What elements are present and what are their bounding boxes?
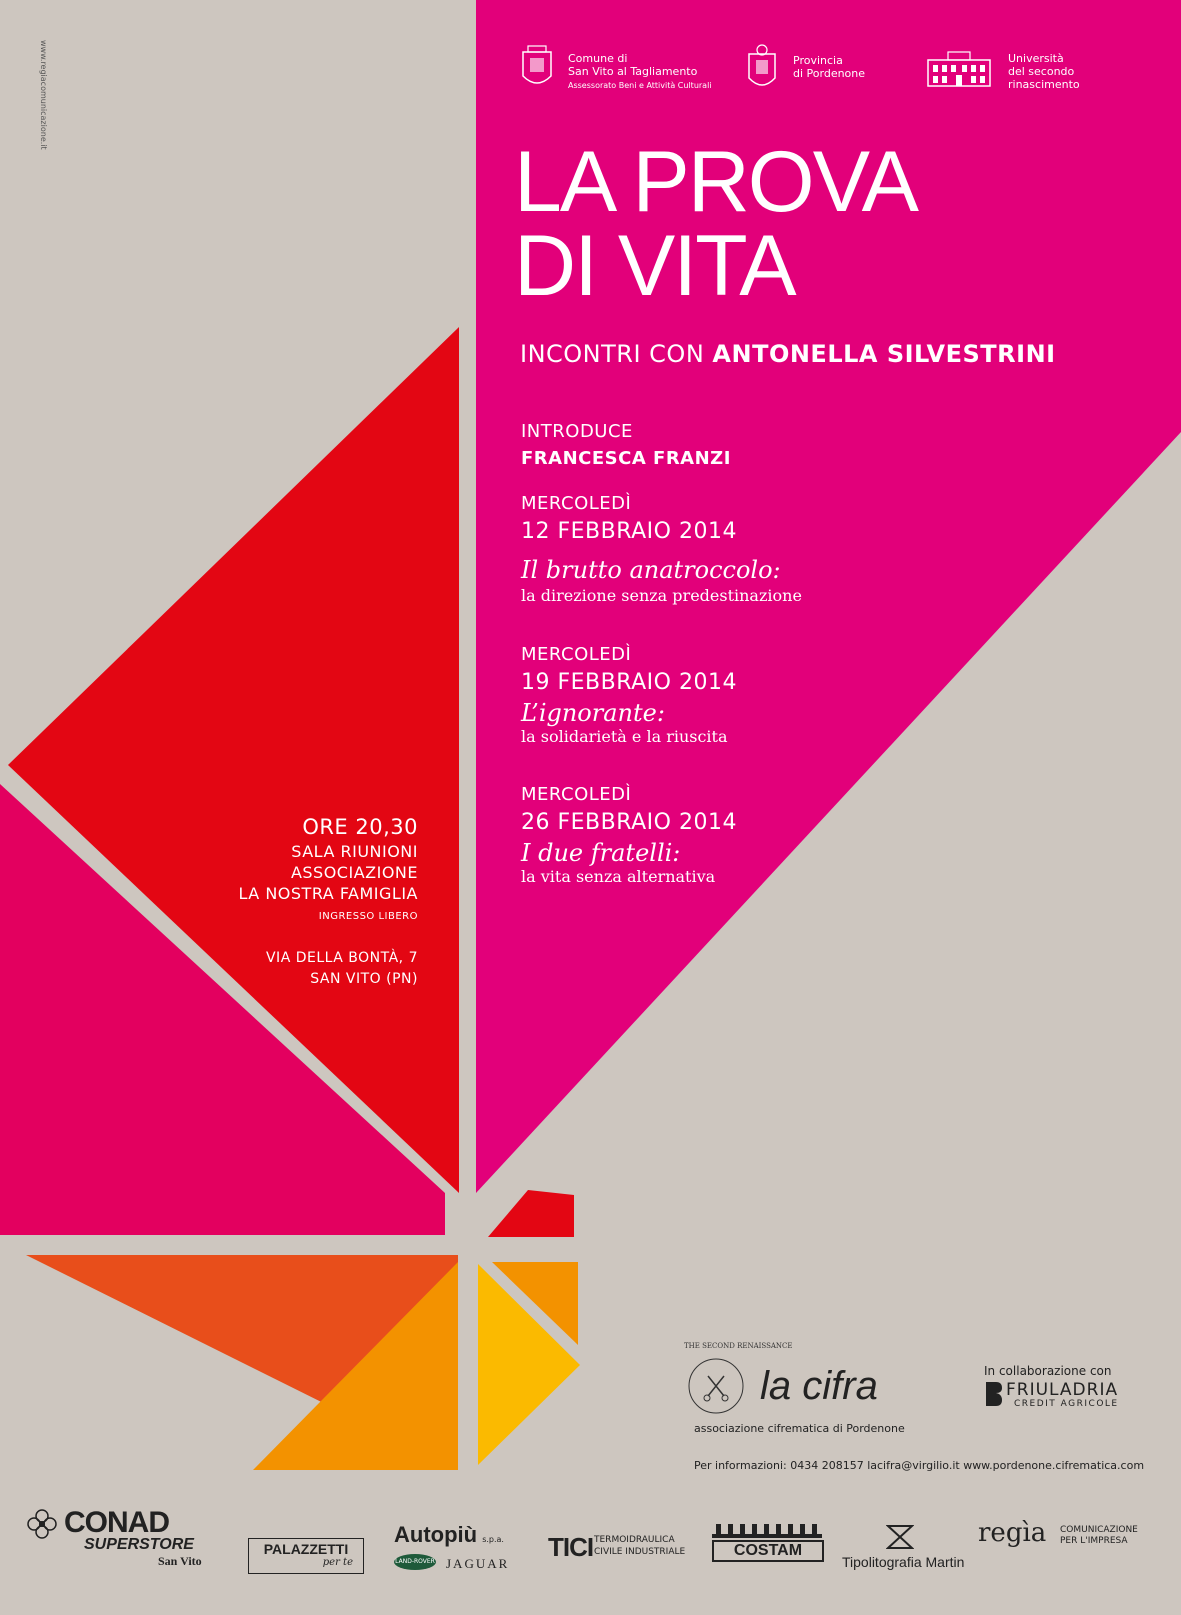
sponsor-conad: CONAD SUPERSTORE San Vito <box>26 1508 226 1568</box>
building-icon <box>926 50 992 88</box>
event-1: MERCOLEDÌ 12 FEBBRAIO 2014 Il brutto anatroccolo: la direzione senza predestinazione <box>521 493 802 605</box>
collaboration-logo: In collaborazione con FRIULADRIA CREDIT AGRICOLE <box>984 1364 1119 1409</box>
sponsor-martin: Tipolitografia Martin <box>842 1524 972 1574</box>
flower-icon <box>26 1508 58 1540</box>
introducer: INTRODUCE FRANCESCA FRANZI <box>521 421 731 469</box>
land-rover-badge: LAND-ROVER <box>394 1554 436 1570</box>
subtitle: INCONTRI CON ANTONELLA SILVESTRINI <box>520 340 1056 368</box>
poster: www.regiacomunicazione.it Comune di San Vito al Tagliamento Assessorato Beni e Attività Culturali Provincia di Pordenone Università del secondo rinascimento LA PROVA DI VITA INCONTRI CON ANTONELLA SILVESTRINI INTRODUCE FRANCESCA FRANZI MERCOLEDÌ 12 FEBBRAIO 2014 Il brutto anatroccolo: la direzione senza predestinazione MERCOLEDÌ 19 FEBBRAIO 2014 L’ignorante: la solidarietà e la riuscita MERCOLEDÌ 26 FEBBRAIO 2014 I due fratelli: la vita senza alternativa ORE 20,30 SALA RIUNIONI ASSOCIAZIONE LA NOSTRA FAMIGLIA INGRESSO LIBERO VIA DELLA BONTÀ, 7 SAN VITO (PN) THE SECOND RENAISSANCE la cifra associazione cifrematica di Pordenone In collaborazione con FRIULADRIA CREDIT AGRICOLE Per informazioni: 0434 208157 lacifra@virgilio.it www.pordenone.cifrematica.com CONAD SUPERSTORE San Vito PALAZZETTI per te Autopiù s.p.a. LAND-ROVER JAGUAR TICI TERMOIDRAULICA CIVILE INDUSTRIALE COSTAM Tipolitografia Martin regìa COMUNICAZIONE PER L'IMPRESA <box>0 0 1181 1615</box>
sponsor-palazzetti: PALAZZETTI per te <box>248 1538 364 1574</box>
page-title: LA PROVA DI VITA <box>514 134 918 314</box>
small-red-triangle <box>488 1190 574 1237</box>
venue-info: ORE 20,30 SALA RIUNIONI ASSOCIAZIONE LA NOSTRA FAMIGLIA INGRESSO LIBERO VIA DELLA BONTÀ, 7 SAN VITO (PN) <box>238 815 418 987</box>
sponsor-regia: regìa COMUNICAZIONE PER L'IMPRESA <box>978 1518 1138 1548</box>
coat-of-arms-icon <box>520 44 554 92</box>
sponsor-autopiu: Autopiù s.p.a. LAND-ROVER JAGUAR <box>394 1522 510 1571</box>
coat-of-arms-icon <box>745 44 779 94</box>
seal-icon <box>686 1356 746 1416</box>
side-credit: www.regiacomunicazione.it <box>39 40 48 150</box>
comb-icon <box>712 1524 822 1538</box>
sponsor-tici: TICI TERMOIDRAULICA CIVILE INDUSTRIALE <box>548 1532 686 1562</box>
event-2: MERCOLEDÌ 19 FEBBRAIO 2014 L’ignorante: la solidarietà e la riuscita <box>521 644 737 746</box>
event-3: MERCOLEDÌ 26 FEBBRAIO 2014 I due fratelli: la vita senza alternativa <box>521 784 737 886</box>
contact-info: Per informazioni: 0434 208157 lacifra@virgilio.it www.pordenone.cifrematica.com <box>694 1459 1145 1472</box>
sponsor-costam: COSTAM <box>712 1524 822 1570</box>
friuladria-icon <box>984 1380 1004 1408</box>
martin-logo-icon <box>886 1524 914 1550</box>
